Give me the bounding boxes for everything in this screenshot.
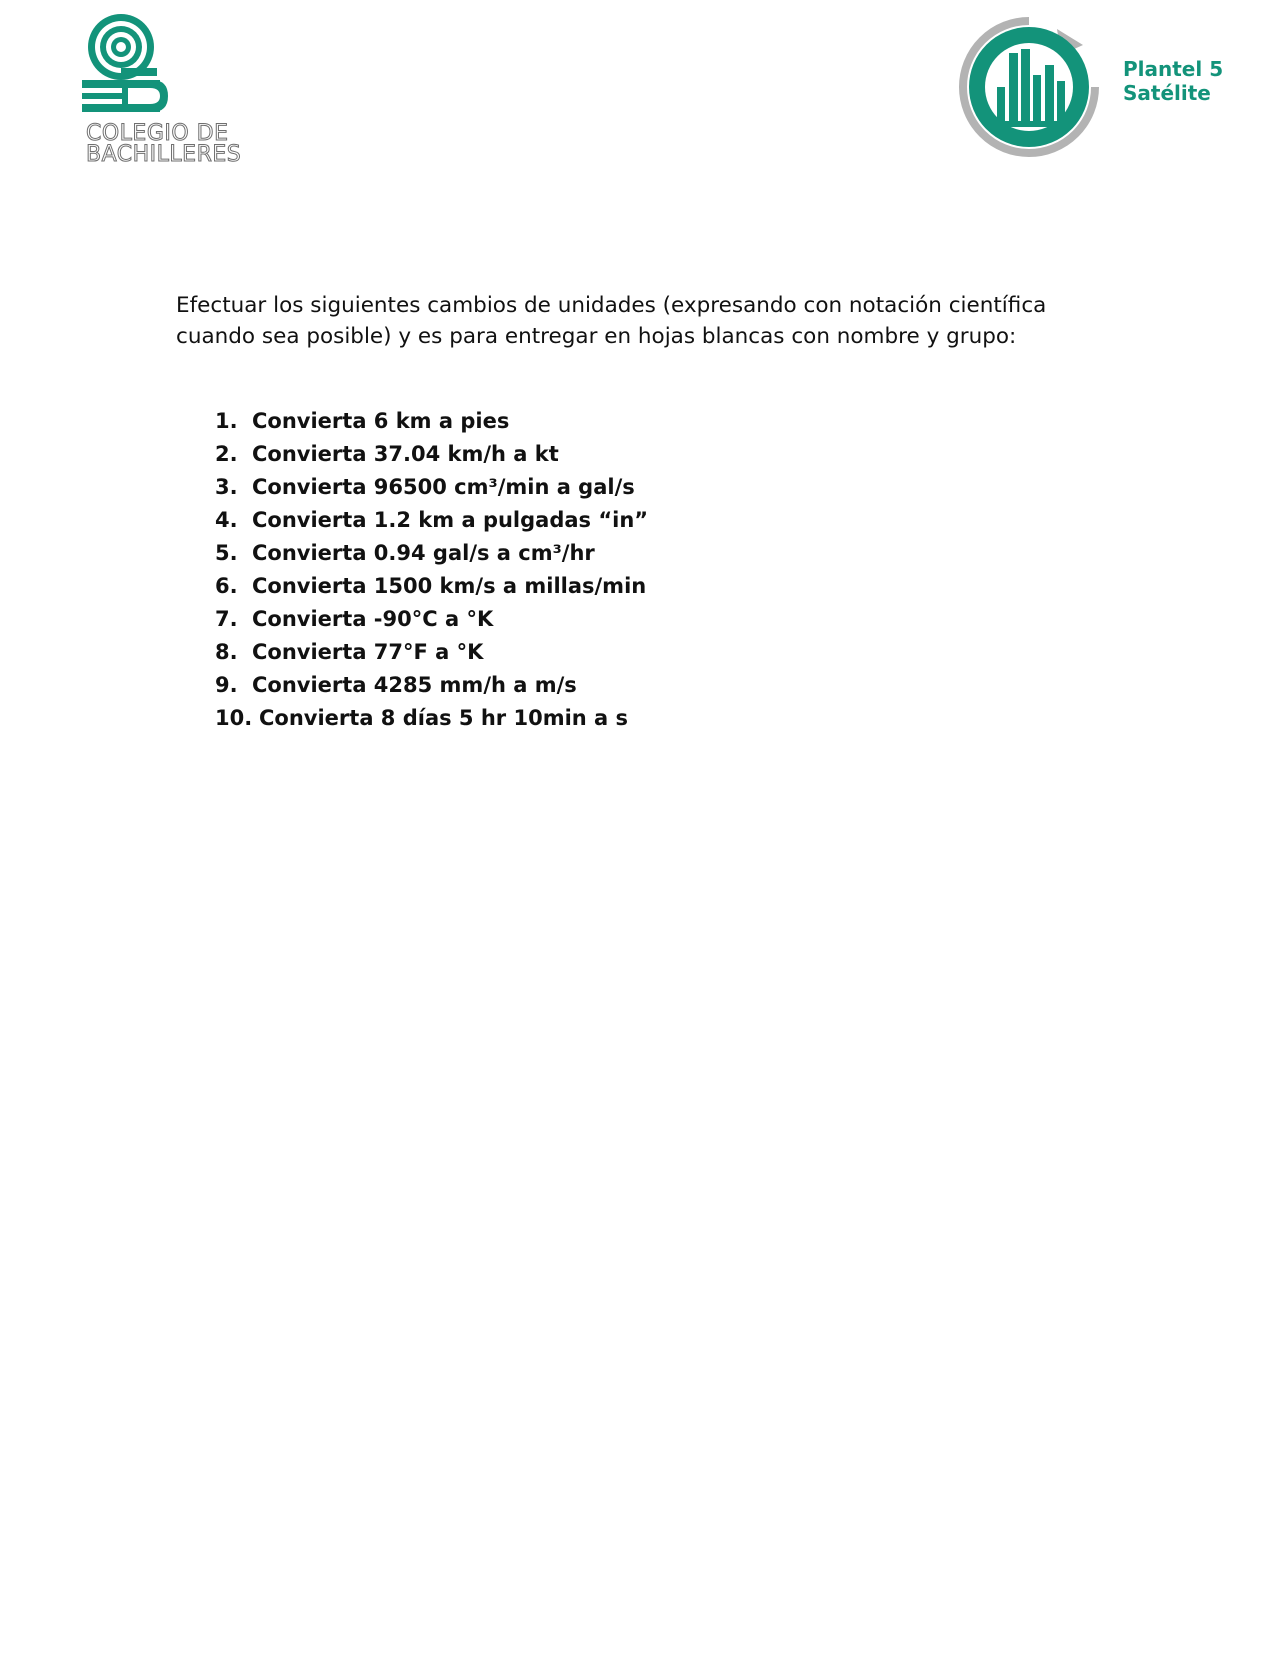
logo-text-line-2: BACHILLERES [86, 142, 242, 167]
list-item [215, 636, 648, 669]
item-number: 8. [215, 640, 238, 664]
item-number: 5. [215, 541, 238, 565]
colegio-de-bachilleres-logo [78, 10, 308, 170]
campus-name-line-2: Satélite [1123, 81, 1211, 105]
exercise-list [215, 405, 648, 735]
list-item [215, 438, 648, 471]
item-text: Convierta 4285 mm/h a m/s [252, 673, 577, 697]
list-item [215, 702, 648, 735]
item-number: 10. [215, 706, 253, 730]
item-text: Convierta 1500 km/s a millas/min [252, 574, 647, 598]
item-number: 4. [215, 508, 238, 532]
item-number: 3. [215, 475, 238, 499]
item-text: Convierta 0.94 gal/s a cm³/hr [252, 541, 595, 565]
list-item [215, 669, 648, 702]
plantel-5-satelite-logo [957, 15, 1237, 170]
item-text: Convierta 96500 cm³/min a gal/s [252, 475, 635, 499]
item-text: Convierta -90°C a °K [252, 607, 494, 631]
item-text: Convierta 8 días 5 hr 10min a s [259, 706, 629, 730]
list-item [215, 537, 648, 570]
item-number: 9. [215, 673, 238, 697]
list-item [215, 603, 648, 636]
list-item [215, 570, 648, 603]
list-item [215, 471, 648, 504]
item-number: 1. [215, 409, 238, 433]
item-text: Convierta 77°F a °K [252, 640, 484, 664]
instructions-paragraph: Efectuar los siguientes cambios de unidades (expresando con notación científica cuando sea posible) y es para entregar en hojas blancas con nombre y grupo: [176, 292, 1047, 349]
item-number: 6. [215, 574, 238, 598]
plantel-emblem-icon [957, 15, 1107, 160]
campus-name-line-1: Plantel 5 [1123, 57, 1224, 81]
item-text: Convierta 37.04 km/h a kt [252, 442, 559, 466]
item-number: 2. [215, 442, 238, 466]
logo-text-line-1: COLEGIO DE [86, 121, 229, 146]
list-item [215, 405, 648, 438]
item-text: Convierta 6 km a pies [252, 409, 510, 433]
spiral-emblem-icon [78, 10, 188, 118]
list-item [215, 504, 648, 537]
item-number: 7. [215, 607, 238, 631]
item-text: Convierta 1.2 km a pulgadas “in” [252, 508, 649, 532]
